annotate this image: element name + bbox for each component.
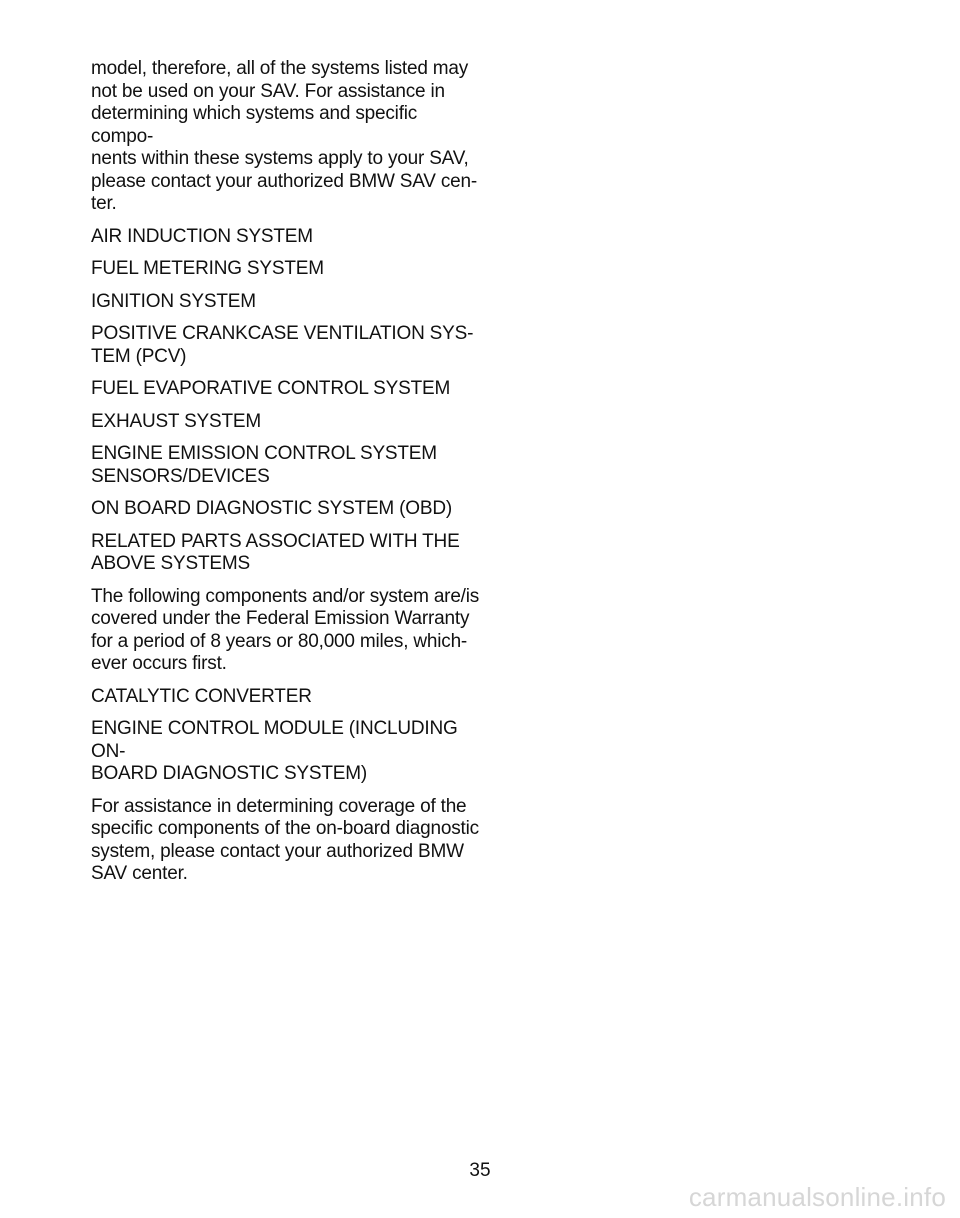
component-item-engine-control-module: ENGINE CONTROL MODULE (INCLUDING ON- BOARD DIAGNOSTIC SYSTEM) <box>91 718 458 784</box>
watermark-logo: carmanualsonline.info <box>688 1182 946 1212</box>
system-item-emission-sensors: ENGINE EMISSION CONTROL SYSTEM SENSORS/DEVICES <box>91 443 437 487</box>
system-item-ignition: IGNITION SYSTEM <box>91 290 256 312</box>
system-item-fuel-metering: FUEL METERING SYSTEM <box>91 258 324 279</box>
system-item-air-induction: AIR INDUCTION SYSTEM <box>91 225 313 247</box>
system-item-related-parts: RELATED PARTS ASSOCIATED WITH THE ABOVE SYSTEMS <box>91 530 460 574</box>
assistance-paragraph: For assistance in determining coverage of the specific components of the on-board diagnostic system, please contact your authorized BMW SAV center. <box>91 795 479 884</box>
intro-paragraph: model, therefore, all of the systems listed may not be used on your SAV. For assistance in determining which systems and specific compo- nents within these systems apply to your SAV, please contact your authorized BMW SAV cen- ter. <box>91 58 478 214</box>
system-item-pcv: POSITIVE CRANKCASE VENTILATION SYS- TEM (PCV) <box>91 323 474 367</box>
page-number: 35 <box>469 1160 491 1181</box>
component-item-catalytic-converter: CATALYTIC CONVERTER <box>91 685 312 707</box>
system-item-obd: ON BOARD DIAGNOSTIC SYSTEM (OBD) <box>91 498 452 519</box>
document-body <box>91 58 481 886</box>
system-item-exhaust: EXHAUST SYSTEM <box>91 410 261 432</box>
federal-warranty-paragraph: The following components and/or system are/is covered under the Federal Emission Warranty for a period of 8 years or 80,000 miles, which- ever occurs first. <box>91 585 480 674</box>
system-item-fuel-evaporative: FUEL EVAPORATIVE CONTROL SYSTEM <box>91 378 451 399</box>
